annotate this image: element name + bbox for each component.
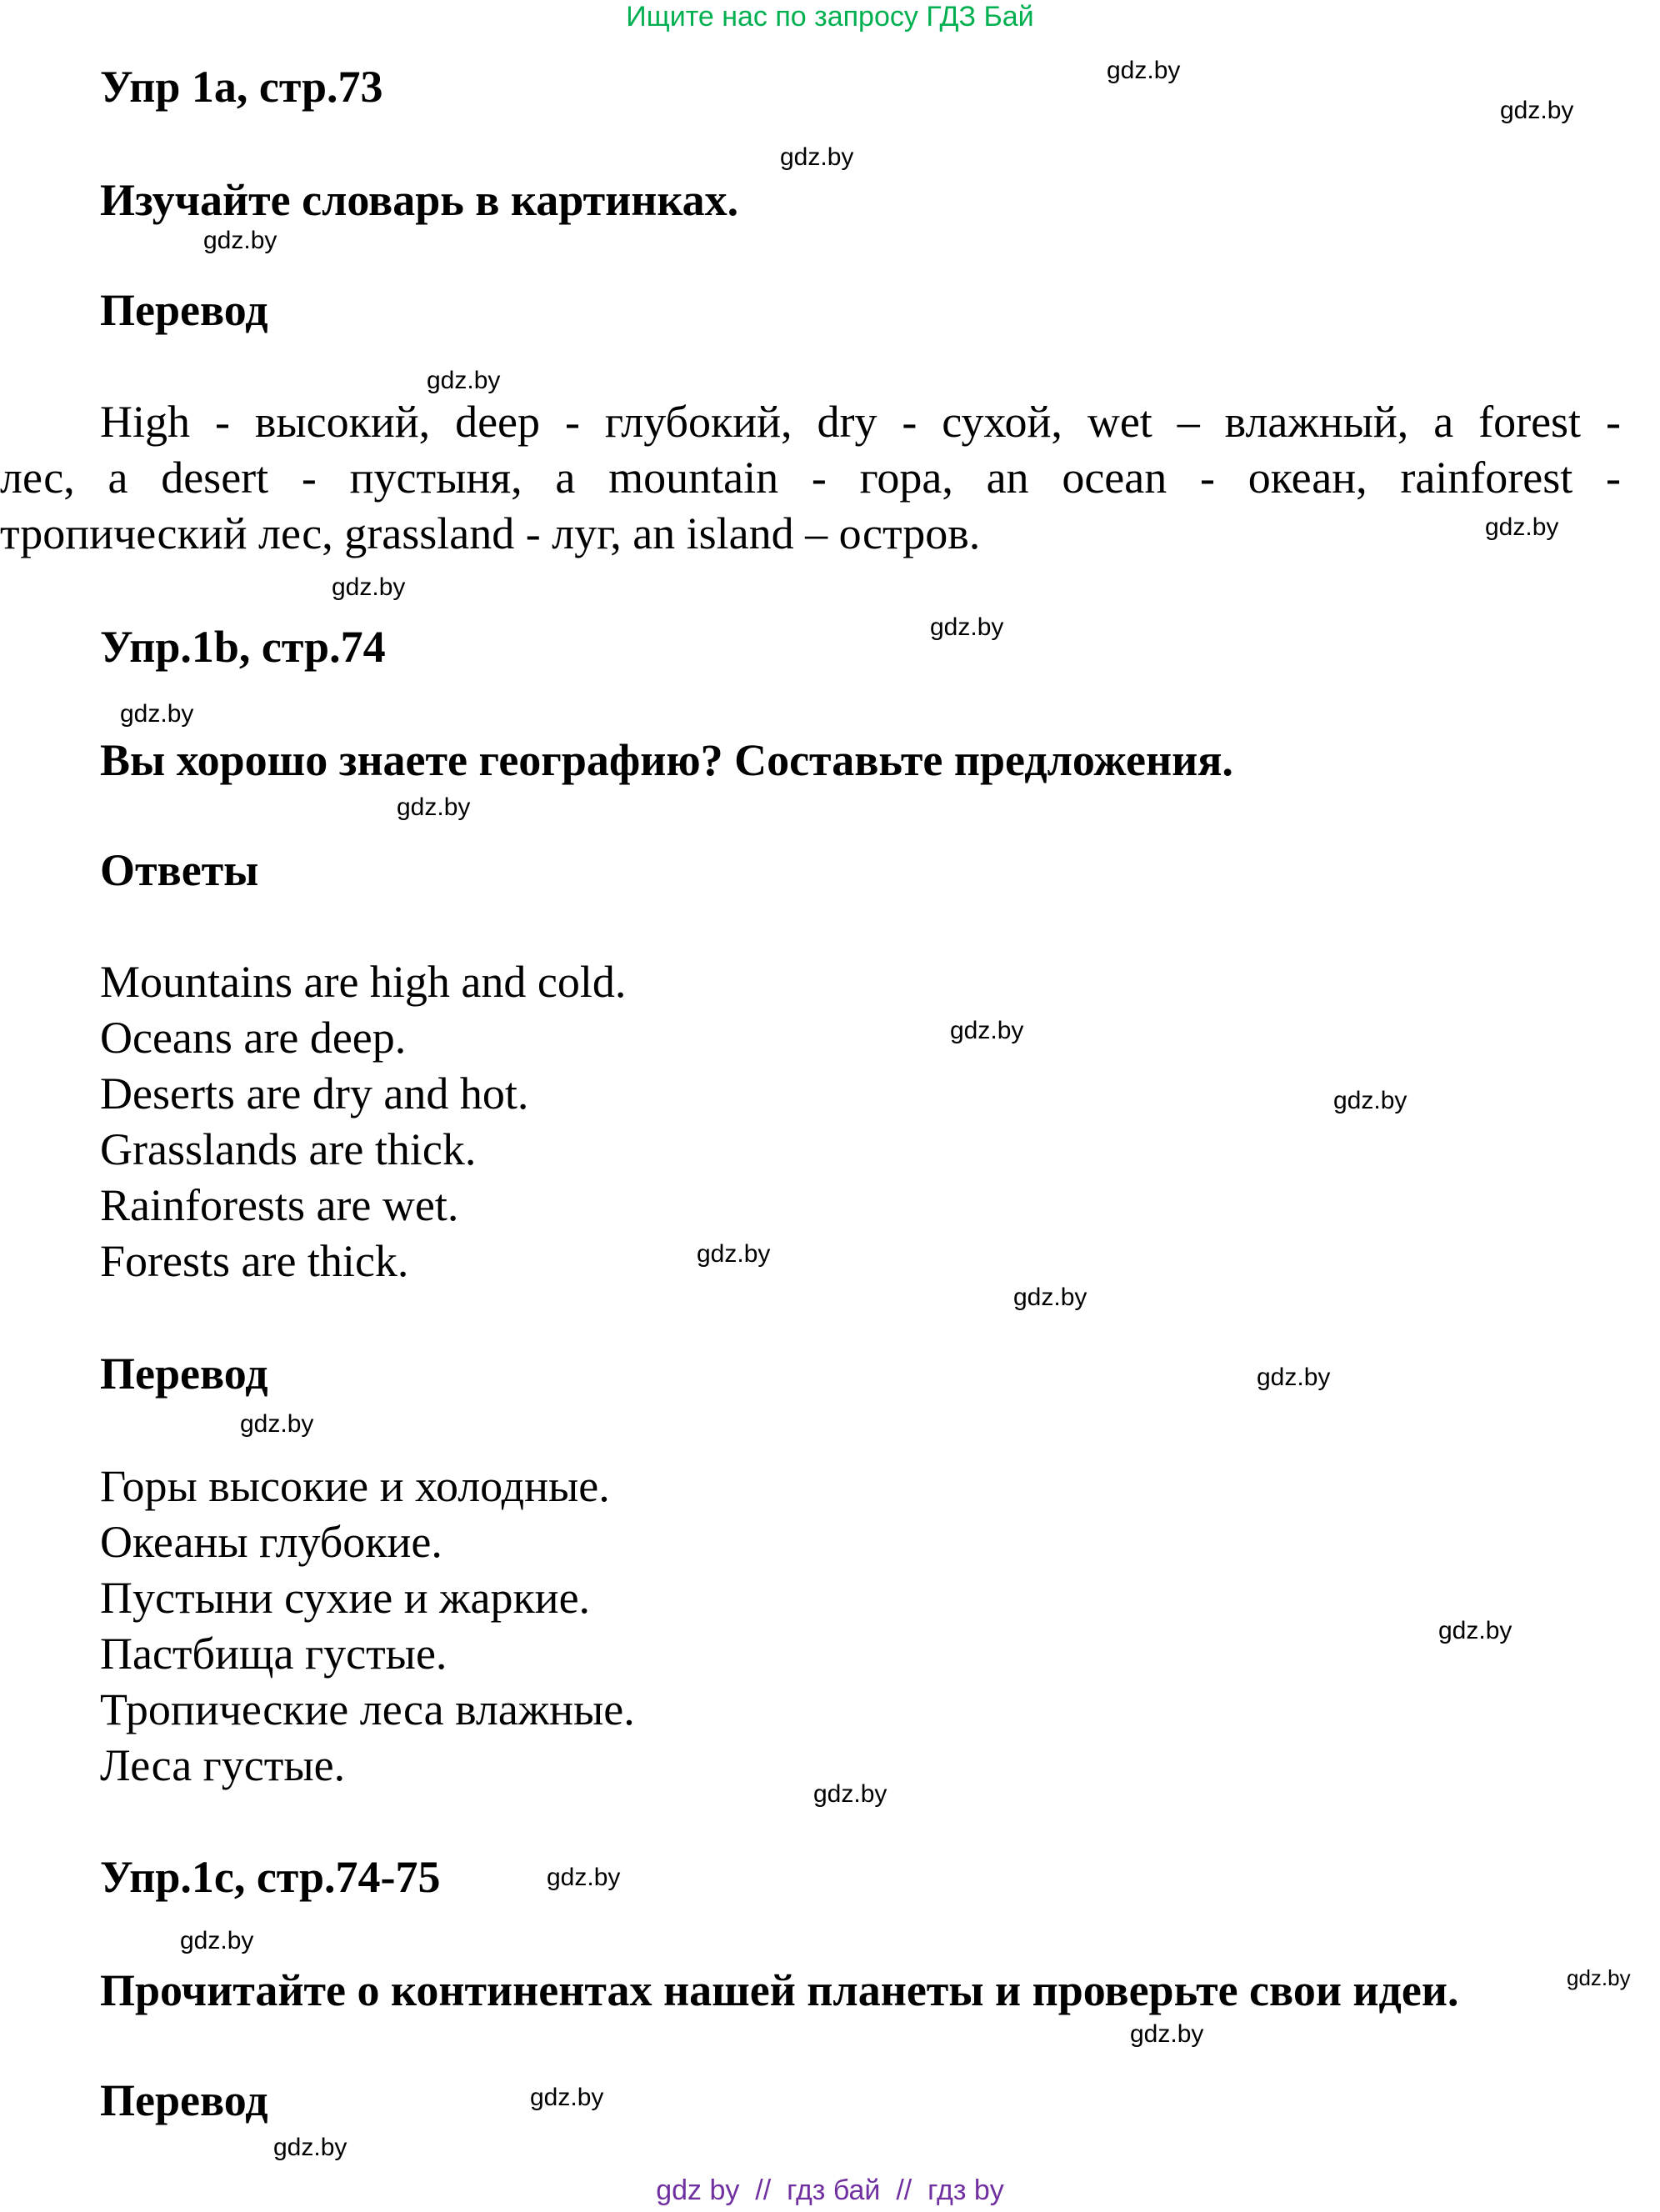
watermark: gdz.by xyxy=(397,793,471,821)
vocabulary-line-3: тропический лес, grassland - луг, an island – остров. xyxy=(0,508,981,558)
exercise-1b-answers-label: Ответы xyxy=(100,845,259,895)
exercise-1c-translation-label: Перевод xyxy=(100,2075,268,2125)
watermark: gdz.by xyxy=(1107,57,1181,84)
watermark: gdz.by xyxy=(1567,1965,1631,1990)
answer-line: Rainforests are wet. xyxy=(100,1180,459,1230)
top-banner: Ищите нас по запросу ГДЗ Бай xyxy=(626,1,1034,33)
watermark: gdz.by xyxy=(273,2134,348,2161)
watermark: gdz.by xyxy=(530,2084,604,2111)
exercise-1a-translation-label: Перевод xyxy=(100,285,268,335)
exercise-1a-title: Упр 1a, стр.73 xyxy=(100,62,383,112)
watermark: gdz.by xyxy=(950,1017,1024,1044)
watermark: gdz.by xyxy=(1130,2020,1204,2048)
answer-line: Forests are thick. xyxy=(100,1236,409,1286)
exercise-1a-task: Изучайте словарь в картинках. xyxy=(100,175,739,225)
watermark: gdz.by xyxy=(1500,97,1574,124)
exercise-1b-answers xyxy=(100,954,626,1289)
exercise-1c-title: Упр.1c, стр.74-75 xyxy=(100,1852,441,1902)
vocabulary-line-2: лес, a desert - пустыня, a mountain - гора, an ocean - океан, rainforest - xyxy=(0,453,1621,503)
watermark: gdz.by xyxy=(1485,513,1559,541)
exercise-1b-title: Упр.1b, стр.74 xyxy=(100,622,386,672)
watermark: gdz.by xyxy=(1333,1087,1408,1114)
watermark: gdz.by xyxy=(1438,1617,1512,1644)
translation-line: Тропические леса влажные. xyxy=(100,1684,635,1734)
watermark: gdz.by xyxy=(813,1780,888,1808)
watermark: gdz.by xyxy=(547,1864,621,1891)
footer-links: gdz by // гдз бай // гдз by xyxy=(656,2174,1004,2206)
watermark: gdz.by xyxy=(240,1410,314,1438)
watermark: gdz.by xyxy=(120,700,194,728)
watermark: gdz.by xyxy=(180,1927,254,1954)
translation-line: Леса густые. xyxy=(100,1740,346,1790)
answer-line: Deserts are dry and hot. xyxy=(100,1068,529,1119)
watermark: gdz.by xyxy=(930,613,1004,641)
watermark: gdz.by xyxy=(332,573,406,601)
translation-line: Пустыни сухие и жаркие. xyxy=(100,1573,591,1623)
exercise-1a-vocabulary xyxy=(0,394,1621,562)
watermark: gdz.by xyxy=(1013,1284,1088,1311)
watermark: gdz.by xyxy=(427,367,501,394)
vocabulary-line-1: High - высокий, deep - глубокий, dry - сухой, wet – влажный, a forest - xyxy=(100,397,1621,447)
translation-line: Горы высокие и холодные. xyxy=(100,1461,610,1511)
translation-line: Пастбища густые. xyxy=(100,1629,448,1679)
answer-line: Mountains are high and cold. xyxy=(100,957,627,1007)
answer-line: Grasslands are thick. xyxy=(100,1124,477,1174)
watermark: gdz.by xyxy=(697,1240,771,1268)
watermark: gdz.by xyxy=(780,143,854,171)
watermark: gdz.by xyxy=(1257,1364,1331,1391)
exercise-1b-translation xyxy=(100,1459,635,1794)
answer-line: Oceans are deep. xyxy=(100,1013,407,1063)
watermark: gdz.by xyxy=(203,227,278,254)
exercise-1b-task: Вы хорошо знаете географию? Составьте предложения. xyxy=(100,735,1233,785)
exercise-1b-translation-label: Перевод xyxy=(100,1349,268,1399)
translation-line: Океаны глубокие. xyxy=(100,1517,442,1567)
exercise-1c-task: Прочитайте о континентах нашей планеты и проверьте свои идеи. xyxy=(100,1965,1459,2015)
